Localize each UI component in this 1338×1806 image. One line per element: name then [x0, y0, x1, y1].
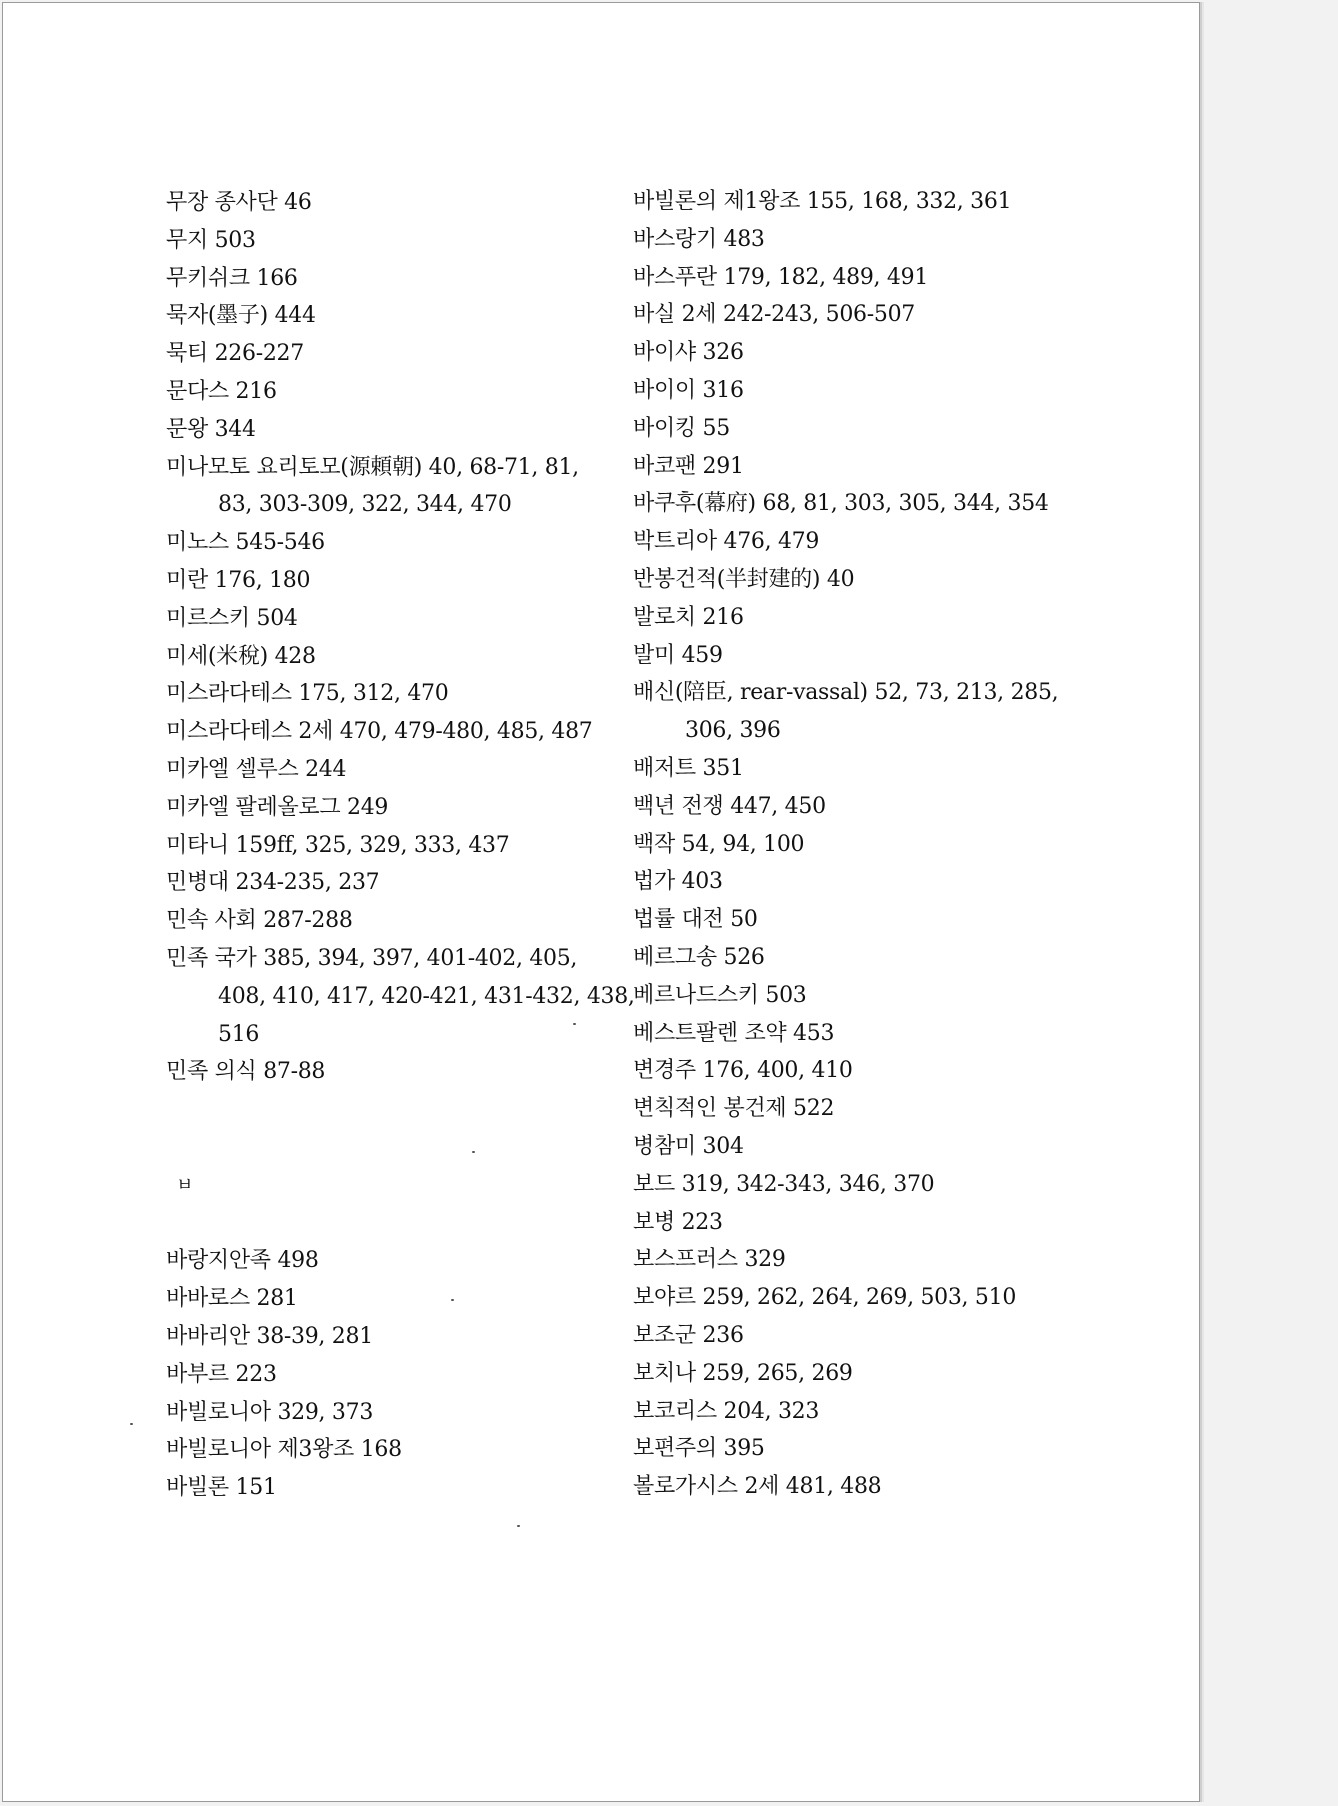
index-entry: 병참미 304 [633, 1133, 744, 1159]
index-entry: 발미 459 [633, 642, 723, 668]
index-entry: 민속 사회 287-288 [166, 908, 353, 934]
index-column-right [633, 183, 1093, 1506]
index-entry: 미르스키 504 [166, 605, 298, 631]
index-entry: 바이이 316 [633, 377, 744, 403]
scan-speck [573, 1023, 576, 1025]
index-entry: 바쿠후(幕府) 68, 81, 303, 305, 344, 354 [633, 491, 1049, 517]
index-entry: 바코팬 291 [633, 453, 744, 479]
index-entry: 발로치 216 [633, 604, 744, 630]
index-entry: 보스프러스 329 [633, 1247, 786, 1273]
index-entry: 바빌로니아 제3왕조 168 [166, 1437, 402, 1463]
index-entry-continuation: 408, 410, 417, 420-421, 431-432, 438, [218, 983, 635, 1009]
index-entry: 바바리안 38-39, 281 [166, 1323, 373, 1349]
scan-speck [472, 1151, 475, 1153]
index-entry: 민족 국가 385, 394, 397, 401-402, 405, [166, 945, 578, 971]
index-entry: 미카엘 셀루스 244 [166, 756, 347, 782]
index-page [2, 2, 1200, 1802]
index-entry: 미세(米稅) 428 [166, 643, 316, 669]
index-entry: 바실 2세 242-243, 506-507 [633, 302, 915, 328]
index-entry: 보야르 259, 262, 264, 269, 503, 510 [633, 1285, 1017, 1311]
index-entry: 미노스 545-546 [166, 530, 325, 556]
index-entry-continuation: 306, 396 [685, 718, 781, 744]
index-entry: 미스라다테스 2세 470, 479-480, 485, 487 [166, 719, 593, 745]
index-entry-continuation: 83, 303-309, 322, 344, 470 [218, 492, 512, 518]
index-entry: 바빌론 151 [166, 1475, 277, 1501]
index-entry: 배저트 351 [633, 755, 744, 781]
index-entry: 법가 403 [633, 869, 723, 895]
index-entry: 무지 503 [166, 227, 256, 253]
index-entry: 바스푸란 179, 182, 489, 491 [633, 264, 929, 290]
index-entry: 바바로스 281 [166, 1286, 298, 1312]
index-entry: 바랑지안족 498 [166, 1248, 319, 1274]
index-entry: 묵티 226-227 [166, 341, 304, 367]
index-entry: 묵자(墨子) 444 [166, 303, 316, 329]
index-entry: 바이샤 326 [633, 340, 744, 366]
index-entry: 보코리스 204, 323 [633, 1398, 820, 1424]
index-entry: 미카엘 팔레올로그 249 [166, 794, 389, 820]
section-gap [166, 1091, 606, 1167]
index-entry: 민병대 234-235, 237 [166, 870, 380, 896]
index-entry: 볼로가시스 2세 481, 488 [633, 1474, 882, 1500]
index-entry: 무장 종사단 46 [166, 190, 312, 215]
index-entry: 미나모토 요리토모(源頼朝) 40, 68-71, 81, [166, 454, 579, 480]
scan-speck [130, 1423, 133, 1425]
index-entry: 변경주 176, 400, 410 [633, 1058, 853, 1084]
index-entry: 베스트팔렌 조약 453 [633, 1020, 835, 1046]
index-entry: 백작 54, 94, 100 [633, 831, 805, 857]
index-entry: 베르나드스키 503 [633, 982, 807, 1008]
section-gap [166, 1205, 606, 1243]
index-entry: 바스랑기 483 [633, 226, 765, 252]
index-entry: 보병 223 [633, 1209, 723, 1235]
section-heading: ㅂ [176, 1174, 194, 1196]
index-entry: 문왕 344 [166, 416, 256, 442]
scan-speck [517, 1525, 520, 1527]
index-entry: 변칙적인 봉건제 522 [633, 1096, 835, 1122]
index-entry: 보드 319, 342-343, 346, 370 [633, 1171, 935, 1197]
index-entry: 법률 대전 50 [633, 907, 758, 933]
index-entry: 보편주의 395 [633, 1436, 765, 1462]
index-entry: 민족 의식 87-88 [166, 1059, 326, 1085]
index-entry: 문다스 216 [166, 378, 277, 404]
index-column-left [166, 184, 635, 1507]
index-entry: 미란 176, 180 [166, 567, 311, 593]
index-entry: 베르그송 526 [633, 944, 765, 970]
index-entry-continuation: 516 [218, 1021, 260, 1047]
index-entry: 바빌론의 제1왕조 155, 168, 332, 361 [633, 189, 1012, 214]
index-entry: 바빌로니아 329, 373 [166, 1399, 374, 1425]
index-entry: 박트리아 476, 479 [633, 529, 820, 555]
index-entry: 보치나 259, 265, 269 [633, 1360, 853, 1386]
index-entry: 바이킹 55 [633, 415, 730, 441]
index-entry: 미타니 159ff, 325, 329, 333, 437 [166, 832, 510, 858]
index-entry: 보조군 236 [633, 1322, 744, 1348]
index-entry: 배신(陪臣, rear-vassal) 52, 73, 213, 285, [633, 680, 1059, 706]
index-entry: 무키쉬크 166 [166, 265, 298, 291]
scan-speck [451, 1299, 454, 1301]
index-entry: 반봉건적(半封建的) 40 [633, 566, 855, 592]
index-entry: 미스라다테스 175, 312, 470 [166, 681, 449, 707]
index-entry: 바부르 223 [166, 1361, 277, 1387]
index-entry: 백년 전쟁 447, 450 [633, 793, 826, 819]
